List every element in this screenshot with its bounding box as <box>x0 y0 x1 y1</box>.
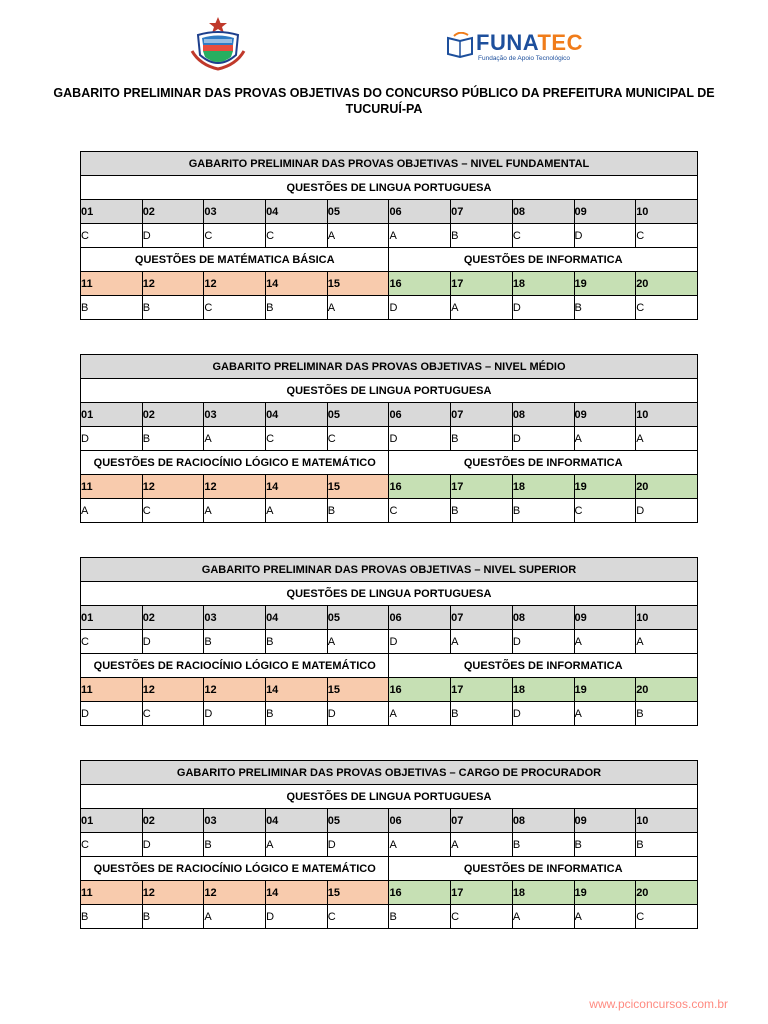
question-number: 12 <box>204 272 266 296</box>
question-number: 07 <box>451 403 513 427</box>
header-logos <box>0 12 768 74</box>
answer-cell: B <box>574 296 636 320</box>
section-title: GABARITO PRELIMINAR DAS PROVAS OBJETIVAS – NIVEL MÉDIO <box>81 355 698 379</box>
math-label: QUESTÕES DE MATÉMATICA BÁSICA <box>81 248 389 272</box>
question-number: 07 <box>451 200 513 224</box>
question-number: 05 <box>327 606 389 630</box>
portuguese-label: QUESTÕES DE LINGUA PORTUGUESA <box>81 176 698 200</box>
answer-cell: C <box>389 499 451 523</box>
question-number-row <box>81 678 698 702</box>
answer-cell: B <box>142 427 204 451</box>
question-number: 04 <box>266 403 328 427</box>
question-number-row <box>81 475 698 499</box>
answer-row <box>81 833 698 857</box>
question-number: 15 <box>327 475 389 499</box>
math-label: QUESTÕES DE RACIOCÍNIO LÓGICO E MATEMÁTICO <box>81 654 389 678</box>
question-number: 12 <box>204 475 266 499</box>
answer-cell: A <box>451 630 513 654</box>
informatics-label: QUESTÕES DE INFORMATICA <box>389 857 698 881</box>
answer-cell: A <box>512 905 574 929</box>
subject-header-row <box>81 857 698 881</box>
funatec-tagline: Fundação de Apoio Tecnológico <box>478 55 571 62</box>
question-number: 10 <box>636 200 698 224</box>
informatics-label: QUESTÕES DE INFORMATICA <box>389 248 698 272</box>
question-number: 14 <box>266 272 328 296</box>
question-number: 06 <box>389 403 451 427</box>
answer-row <box>81 499 698 523</box>
question-number: 03 <box>204 606 266 630</box>
question-number-row <box>81 403 698 427</box>
answer-cell: C <box>142 702 204 726</box>
portuguese-header-row <box>81 379 698 403</box>
answer-cell: D <box>512 702 574 726</box>
question-number: 12 <box>204 678 266 702</box>
answer-cell: B <box>266 702 328 726</box>
question-number: 18 <box>512 881 574 905</box>
answer-cell: C <box>266 224 328 248</box>
question-number: 19 <box>574 678 636 702</box>
math-label: QUESTÕES DE RACIOCÍNIO LÓGICO E MATEMÁTICO <box>81 857 389 881</box>
question-number: 02 <box>142 403 204 427</box>
answer-cell: D <box>389 296 451 320</box>
question-number: 12 <box>142 475 204 499</box>
question-number: 16 <box>389 678 451 702</box>
answer-cell: B <box>142 296 204 320</box>
funatec-wordmark: FUNATEC <box>476 30 583 55</box>
question-number: 15 <box>327 678 389 702</box>
answer-cell: A <box>204 905 266 929</box>
answer-cell: B <box>266 296 328 320</box>
question-number: 04 <box>266 606 328 630</box>
answer-cell: B <box>451 499 513 523</box>
question-number: 07 <box>451 606 513 630</box>
answer-row <box>81 630 698 654</box>
question-number: 03 <box>204 809 266 833</box>
question-number: 18 <box>512 475 574 499</box>
portuguese-header-row <box>81 582 698 606</box>
answer-cell: D <box>327 833 389 857</box>
question-number: 20 <box>636 881 698 905</box>
answer-cell: B <box>636 702 698 726</box>
answer-cell: D <box>266 905 328 929</box>
answer-row <box>81 427 698 451</box>
answer-cell: C <box>81 833 143 857</box>
section-title: GABARITO PRELIMINAR DAS PROVAS OBJETIVAS – CARGO DE PROCURADOR <box>81 761 698 785</box>
answer-cell: B <box>204 833 266 857</box>
answer-row <box>81 702 698 726</box>
question-number: 18 <box>512 678 574 702</box>
portuguese-label: QUESTÕES DE LINGUA PORTUGUESA <box>81 582 698 606</box>
question-number: 16 <box>389 272 451 296</box>
question-number: 08 <box>512 809 574 833</box>
answer-cell: C <box>512 224 574 248</box>
question-number: 07 <box>451 809 513 833</box>
question-number: 10 <box>636 403 698 427</box>
portuguese-label: QUESTÕES DE LINGUA PORTUGUESA <box>81 379 698 403</box>
answer-cell: D <box>636 499 698 523</box>
question-number: 03 <box>204 403 266 427</box>
portuguese-header-row <box>81 176 698 200</box>
answer-cell: A <box>574 630 636 654</box>
open-book-icon <box>446 32 474 58</box>
answer-cell: B <box>142 905 204 929</box>
section-title: GABARITO PRELIMINAR DAS PROVAS OBJETIVAS – NIVEL FUNDAMENTAL <box>81 152 698 176</box>
question-number: 01 <box>81 200 143 224</box>
answer-cell: B <box>81 905 143 929</box>
answer-cell: D <box>512 296 574 320</box>
question-number: 11 <box>81 475 143 499</box>
section-title: GABARITO PRELIMINAR DAS PROVAS OBJETIVAS – NIVEL SUPERIOR <box>81 558 698 582</box>
answer-cell: A <box>389 702 451 726</box>
question-number-row <box>81 200 698 224</box>
question-number: 03 <box>204 200 266 224</box>
question-number: 09 <box>574 809 636 833</box>
portuguese-label: QUESTÕES DE LINGUA PORTUGUESA <box>81 785 698 809</box>
answer-cell: A <box>81 499 143 523</box>
answer-cell: B <box>512 833 574 857</box>
answer-cell: D <box>81 427 143 451</box>
question-number: 10 <box>636 606 698 630</box>
answer-cell: A <box>327 630 389 654</box>
subject-header-row <box>81 654 698 678</box>
question-number: 15 <box>327 881 389 905</box>
question-number: 12 <box>142 881 204 905</box>
question-number: 18 <box>512 272 574 296</box>
answer-cell: C <box>266 427 328 451</box>
question-number-row <box>81 606 698 630</box>
answer-cell: B <box>574 833 636 857</box>
question-number: 08 <box>512 403 574 427</box>
answer-cell: C <box>327 905 389 929</box>
question-number: 14 <box>266 475 328 499</box>
question-number: 16 <box>389 475 451 499</box>
answer-cell: B <box>451 224 513 248</box>
answer-cell: C <box>636 224 698 248</box>
answer-cell: A <box>389 224 451 248</box>
answer-cell: D <box>327 702 389 726</box>
question-number: 06 <box>389 809 451 833</box>
answer-cell: D <box>81 702 143 726</box>
question-number: 05 <box>327 403 389 427</box>
answer-cell: B <box>451 427 513 451</box>
section-title-row <box>81 558 698 582</box>
answer-cell: B <box>636 833 698 857</box>
answer-cell: A <box>389 833 451 857</box>
answer-cell: C <box>204 296 266 320</box>
question-number: 17 <box>451 678 513 702</box>
answer-key-table <box>80 760 698 929</box>
question-number: 11 <box>81 678 143 702</box>
answer-cell: D <box>204 702 266 726</box>
question-number-row <box>81 881 698 905</box>
question-number: 09 <box>574 606 636 630</box>
question-number: 12 <box>142 678 204 702</box>
answer-cell: C <box>142 499 204 523</box>
question-number: 20 <box>636 272 698 296</box>
answer-cell: C <box>451 905 513 929</box>
page-title: GABARITO PRELIMINAR DAS PROVAS OBJETIVAS DO CONCURSO PÚBLICO DA PREFEITURA MUNICIPAL DE TUCURUÍ-PA <box>53 86 715 116</box>
answer-cell: D <box>142 224 204 248</box>
answer-cell: A <box>266 833 328 857</box>
question-number-row <box>81 272 698 296</box>
question-number: 19 <box>574 475 636 499</box>
portuguese-header-row <box>81 785 698 809</box>
question-number: 06 <box>389 200 451 224</box>
question-number: 14 <box>266 678 328 702</box>
answer-row <box>81 296 698 320</box>
answer-cell: C <box>327 427 389 451</box>
answer-cell: A <box>327 296 389 320</box>
question-number: 05 <box>327 809 389 833</box>
question-number: 19 <box>574 272 636 296</box>
section-title-row <box>81 355 698 379</box>
question-number: 04 <box>266 809 328 833</box>
answer-row <box>81 224 698 248</box>
subject-header-row <box>81 248 698 272</box>
answer-cell: C <box>636 905 698 929</box>
question-number: 01 <box>81 809 143 833</box>
question-number: 15 <box>327 272 389 296</box>
informatics-label: QUESTÕES DE INFORMATICA <box>389 451 698 475</box>
answer-cell: A <box>574 702 636 726</box>
question-number: 02 <box>142 200 204 224</box>
answer-cell: A <box>451 833 513 857</box>
answer-cell: A <box>266 499 328 523</box>
section-title-row <box>81 152 698 176</box>
question-number: 17 <box>451 881 513 905</box>
question-number: 20 <box>636 475 698 499</box>
question-number: 19 <box>574 881 636 905</box>
question-number: 06 <box>389 606 451 630</box>
answer-key-table <box>80 557 698 726</box>
question-number: 02 <box>142 809 204 833</box>
answer-cell: D <box>512 630 574 654</box>
answer-cell: B <box>204 630 266 654</box>
funatec-logo <box>446 30 586 66</box>
answer-cell: B <box>451 702 513 726</box>
question-number: 08 <box>512 606 574 630</box>
math-label: QUESTÕES DE RACIOCÍNIO LÓGICO E MATEMÁTICO <box>81 451 389 475</box>
question-number: 09 <box>574 200 636 224</box>
question-number: 17 <box>451 475 513 499</box>
answer-cell: D <box>142 630 204 654</box>
question-number: 16 <box>389 881 451 905</box>
answer-cell: B <box>389 905 451 929</box>
answer-cell: A <box>327 224 389 248</box>
answer-cell: A <box>451 296 513 320</box>
answer-cell: D <box>512 427 574 451</box>
answer-cell: A <box>204 427 266 451</box>
answer-cell: A <box>574 427 636 451</box>
answer-cell: B <box>512 499 574 523</box>
question-number: 09 <box>574 403 636 427</box>
answer-cell: D <box>142 833 204 857</box>
question-number: 11 <box>81 881 143 905</box>
answer-cell: A <box>204 499 266 523</box>
answer-cell: A <box>636 630 698 654</box>
source-watermark: www.pciconcursos.com.br <box>589 997 728 1011</box>
question-number: 12 <box>204 881 266 905</box>
question-number: 01 <box>81 606 143 630</box>
answer-key-table <box>80 354 698 523</box>
question-number: 12 <box>142 272 204 296</box>
answer-cell: B <box>266 630 328 654</box>
answer-cell: C <box>81 630 143 654</box>
subject-header-row <box>81 451 698 475</box>
question-number: 08 <box>512 200 574 224</box>
question-number: 17 <box>451 272 513 296</box>
answer-cell: D <box>389 427 451 451</box>
question-number: 10 <box>636 809 698 833</box>
answer-cell: C <box>636 296 698 320</box>
question-number: 05 <box>327 200 389 224</box>
answer-cell: D <box>389 630 451 654</box>
answer-cell: C <box>574 499 636 523</box>
answer-cell: C <box>204 224 266 248</box>
question-number: 02 <box>142 606 204 630</box>
question-number: 14 <box>266 881 328 905</box>
answer-row <box>81 905 698 929</box>
question-number: 11 <box>81 272 143 296</box>
municipal-crest-icon <box>190 15 246 73</box>
answer-cell: B <box>81 296 143 320</box>
question-number-row <box>81 809 698 833</box>
answer-key-table <box>80 151 698 320</box>
question-number: 01 <box>81 403 143 427</box>
answer-cell: C <box>81 224 143 248</box>
answer-cell: A <box>636 427 698 451</box>
section-title-row <box>81 761 698 785</box>
question-number: 04 <box>266 200 328 224</box>
answer-cell: A <box>574 905 636 929</box>
informatics-label: QUESTÕES DE INFORMATICA <box>389 654 698 678</box>
answer-cell: B <box>327 499 389 523</box>
question-number: 20 <box>636 678 698 702</box>
answer-cell: D <box>574 224 636 248</box>
